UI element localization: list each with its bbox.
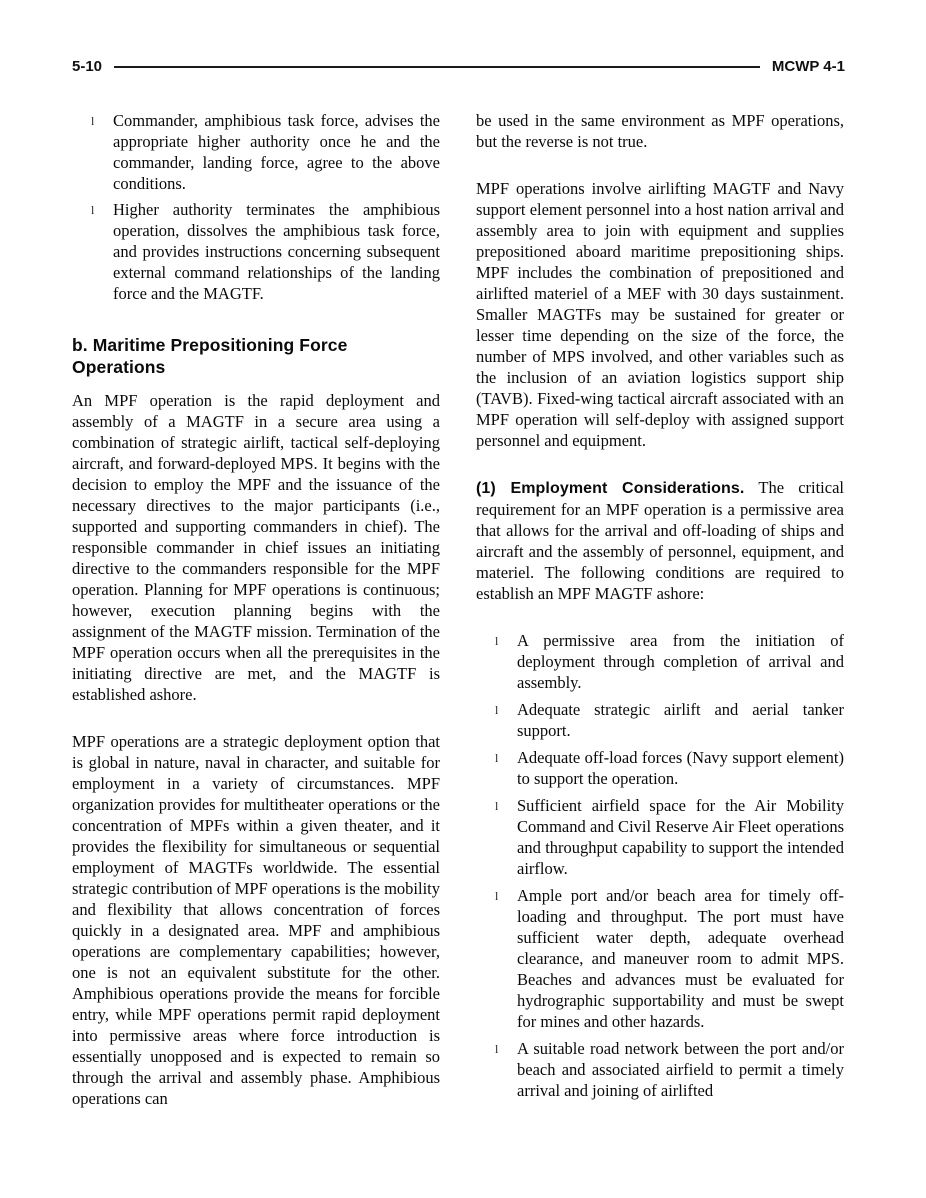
bullet-text: A suitable road network between the port and/or beach and associated airfield to permit a timely arrival and joining of airlifted [517,1039,844,1100]
header-rule [114,66,760,68]
bullet-text: Adequate strategic airlift and aerial tanker support. [517,700,844,740]
paragraph: MPF operations are a strategic deployment option that is global in nature, naval in character, and suitable for employment in a variety of circumstances. MPF organization provides for multitheater operations or the concentration of MPFs within a given theater, and it provides the flexibility for simultaneous or sequential employment of MAGTFs worldwide. The essential strategic contribution of MPF operations is the mobility and flexibility that allows concentration of forces quickly in a designated area. MPF and amphibious operations are complementary capabilities; however, one is not an equivalent substitute for the other. Amphibious operations provide the means for forcible entry, while MPF operations permit rapid deployment into permissive areas where force introduction is essentially unopposed and is expected to remain so through the arrival and assembly phase. Amphibious operations can [72,732,441,1108]
list-item [476,885,844,1032]
list-item [476,747,844,789]
section-heading-mpf-operations: b. Maritime Prepositioning Force Operations [72,335,348,377]
bullet-text: Commander, amphibious task force, advises the appropriate higher authority once he and the commander, landing force, agree to the above conditions. [113,111,440,193]
bullet-text: Sufficient airfield space for the Air Mobility Command and Civil Reserve Air Fleet operations and throughput capability to support the intended airflow. [517,796,844,878]
bullet-marker: l [495,703,499,717]
bullet-marker: l [91,114,95,128]
list-item [476,1038,844,1101]
list-item [476,699,844,741]
right-column [476,110,844,1109]
bullet-marker: l [495,799,499,813]
page-header [72,58,845,75]
doc-number: MCWP 4-1 [771,58,845,75]
bullet-marker: l [495,1042,499,1056]
paragraph: An MPF operation is the rapid deployment and assembly of a MAGTF in a secure area using a combination of strategic airlift, tactical self-deploying aircraft, and forward-deployed MPS. It begins with the decision to employ the MPF and the issuance of the necessary directives to the major participants (i.e., supported and supporting commanders in chief). The responsible commander in chief issues an initiating directive to the commanders responsible for the MPF operation. Planning for MPF operations is continuous; however, execution planning begins with the assignment of the MAGTF mission. Termination of the MPF operation occurs when all the prerequisites in the initiating directive are met, and the MAGTF is established ashore. [72,391,440,704]
run-in-body-text: The critical requirement for an MPF operation is a permissive area that allows for the arrival and off-loading of ships and aircraft and the assembly of personnel, equipment, and materiel. The following conditions are required to establish an MPF MAGTF ashore: [476,478,844,603]
bullet-text: Adequate off-load forces (Navy support element) to support the operation. [517,748,844,788]
list-item [476,630,844,693]
mpf-conditions-list [476,630,844,1101]
page-number: 5-10 [72,58,103,75]
paragraph: be used in the same environment as MPF operations, but the reverse is not true. [476,111,844,151]
run-in-heading: (1) Employment Considerations. [476,480,745,497]
list-item [72,110,440,194]
amphibious-conditions-list [72,110,440,304]
bullet-marker: l [495,634,499,648]
two-column-body [72,110,845,1109]
bullet-marker: l [91,203,95,217]
bullet-marker: l [495,889,499,903]
list-item [476,795,844,879]
bullet-text: Ample port and/or beach area for timely off-loading and throughput. The port must have sufficient water depth, adequate overhead clearance, and maneuver room to admit MPS. Beaches and advances must be evaluated for hydrographic supportability and must be swept for mines and other hazards. [517,886,844,1031]
paragraph: MPF operations involve airlifting MAGTF and Navy support element personnel into a host nation arrival and assembly area to join with equipment and supplies prepositioned aboard maritime prepositioning ships. MPF includes the combination of prepositioned and airlifted materiel of a MEF with 30 days sustainment. Smaller MAGTFs may be sustained for greater or lesser time depending on the size of the force, the number of MPS involved, and other variables such as the inclusion of an aviation logistics support ship (TAVB). Fixed-wing tactical aircraft associated with an MPF operation will self-deploy with assigned support personnel and equipment. [476,179,844,450]
bullet-text: Higher authority terminates the amphibious operation, dissolves the amphibious task force, and provides instructions concerning subsequent external command relationships of the landing force and the MAGTF. [113,200,440,303]
list-item [72,199,440,304]
bullet-marker: l [495,751,499,765]
bullet-text: A permissive area from the initiation of deployment through completion of arrival and assembly. [517,631,844,692]
employment-considerations-paragraph [476,477,844,604]
left-column [72,110,440,1109]
